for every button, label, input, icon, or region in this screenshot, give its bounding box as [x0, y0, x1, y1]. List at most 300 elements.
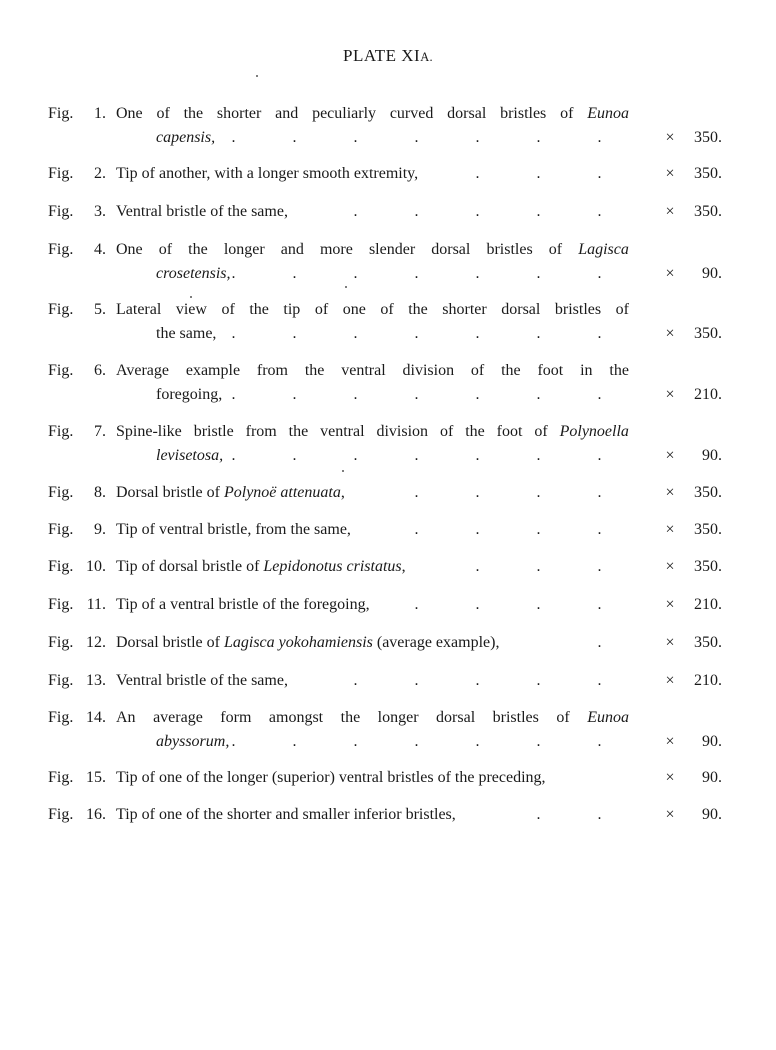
fig-abbrev: Fig. [48, 241, 74, 258]
figure-number: 6. [94, 362, 106, 379]
description-line [116, 238, 629, 262]
magnification [660, 803, 724, 827]
figure-label [48, 803, 113, 827]
leader-dot: . [353, 265, 358, 282]
leader-dot: . [292, 129, 297, 146]
description-line [116, 631, 629, 655]
magnification [660, 200, 724, 224]
word: bristles [492, 709, 539, 726]
fig-abbrev: Fig. [48, 596, 74, 613]
magnification [660, 555, 724, 579]
figure-number: 1. [94, 105, 106, 122]
figure-label [48, 766, 113, 790]
word: more [319, 241, 353, 258]
fig-abbrev: Fig. [48, 484, 74, 501]
fig-abbrev: Fig. [48, 203, 74, 220]
plate-title [0, 46, 776, 66]
word: average [153, 709, 203, 726]
leader-dot: . [414, 386, 419, 403]
leader-dot: . [475, 484, 480, 501]
word: bristles [486, 241, 533, 258]
word: in [580, 362, 593, 379]
figure-number: 11. [86, 596, 106, 613]
word: Spine-like [116, 423, 182, 440]
figure-entry [0, 803, 776, 827]
word: shorter [442, 301, 487, 318]
leader-dot: . [597, 733, 602, 750]
times-sign: × [665, 634, 675, 651]
leader-dots [508, 803, 630, 827]
leader-dots [203, 322, 630, 346]
magnification-value: 350. [694, 165, 722, 182]
times-sign: × [665, 165, 675, 182]
taxon-name: Eunoa [587, 105, 629, 122]
description-line [116, 102, 629, 126]
figure-number: 8. [94, 484, 106, 501]
description-line [116, 706, 629, 730]
figure-number: 9. [94, 521, 106, 538]
leader-dot: . [414, 203, 419, 220]
magnification [660, 262, 724, 286]
leader-dot: . [475, 203, 480, 220]
taxon-name: capensis, [156, 129, 216, 146]
word: dorsal [431, 241, 471, 258]
fig-abbrev: Fig. [48, 769, 74, 786]
leader-dot: . [597, 265, 602, 282]
word: the [340, 709, 361, 726]
figure-number: 5. [94, 301, 106, 318]
figure-entry [0, 359, 776, 407]
leader-dot: . [475, 733, 480, 750]
leader-dots [203, 730, 630, 754]
leader-dot: . [231, 733, 236, 750]
magnification-value: 90. [702, 806, 722, 823]
description-text: Tip of ventral bristle, from the same, [116, 521, 351, 538]
figure-description [116, 766, 629, 790]
magnification [660, 444, 724, 468]
leader-dot: . [597, 634, 602, 651]
magnification [660, 162, 724, 186]
word: ventral [341, 362, 386, 379]
word: of [439, 423, 454, 440]
magnification [660, 593, 724, 617]
times-sign: × [665, 769, 675, 786]
figure-entry [0, 555, 776, 579]
magnification [660, 730, 724, 754]
times-sign: × [665, 386, 675, 403]
leader-dot: . [475, 325, 480, 342]
times-sign: × [665, 521, 675, 538]
word: the [288, 423, 309, 440]
fig-abbrev: Fig. [48, 521, 74, 538]
word: the [609, 362, 629, 379]
figure-number: 15. [86, 769, 106, 786]
leader-dot: . [353, 325, 358, 342]
magnification-value: 350. [694, 634, 722, 651]
magnification [660, 669, 724, 693]
figure-label [48, 518, 113, 542]
word: of [556, 709, 570, 726]
magnification-value: 90. [702, 265, 722, 282]
figure-number: 16. [86, 806, 106, 823]
description-text: , [401, 558, 406, 575]
word: dorsal [436, 709, 476, 726]
word: the [183, 105, 204, 122]
description-text: (average example), [372, 634, 500, 651]
leader-dot: . [597, 806, 602, 823]
description-text: Ventral bristle of the same, [116, 672, 288, 689]
times-sign: × [665, 129, 675, 146]
word: bristles [500, 105, 547, 122]
word: peculiarly [312, 105, 377, 122]
word: the [304, 362, 325, 379]
leader-dot: . [536, 203, 541, 220]
leader-dot: . [536, 558, 541, 575]
leader-dots [386, 593, 630, 617]
word: view [175, 301, 207, 318]
leader-dot: . [536, 733, 541, 750]
leader-dot: . [536, 672, 541, 689]
times-sign: × [665, 672, 675, 689]
figure-number: 4. [94, 241, 106, 258]
leader-dot: . [597, 558, 602, 575]
figure-label [48, 420, 113, 444]
leader-dot: . [597, 203, 602, 220]
figure-entry [0, 238, 776, 286]
word: tip [283, 301, 301, 318]
times-sign: × [665, 484, 675, 501]
magnification-value: 90. [702, 447, 722, 464]
description-text: Dorsal bristle of [116, 634, 224, 651]
word: form [220, 709, 252, 726]
figure-number: 13. [86, 672, 106, 689]
leader-dot: . [353, 447, 358, 464]
word: of [221, 301, 235, 318]
magnification [660, 481, 724, 505]
magnification [660, 518, 724, 542]
fig-abbrev: Fig. [48, 165, 74, 182]
magnification-value: 90. [702, 733, 722, 750]
word: the [188, 241, 208, 258]
word: example [185, 362, 241, 379]
figure-entry [0, 420, 776, 468]
magnification [660, 322, 724, 346]
fig-abbrev: Fig. [48, 709, 74, 726]
magnification [660, 766, 724, 790]
leader-dot: . [414, 596, 419, 613]
times-sign: × [665, 596, 675, 613]
times-sign: × [665, 203, 675, 220]
word: One [116, 105, 143, 122]
leader-dot: . [597, 386, 602, 403]
times-sign: × [665, 265, 675, 282]
leader-dots [447, 555, 630, 579]
figure-entry [0, 669, 776, 693]
fig-abbrev: Fig. [48, 362, 74, 379]
figure-label [48, 555, 113, 579]
figure-label [48, 102, 113, 126]
figure-entry [0, 298, 776, 346]
word: bristle [193, 423, 234, 440]
magnification-value: 350. [694, 325, 722, 342]
description-text: Tip of a ventral bristle of the foregoing, [116, 596, 370, 613]
figure-entry [0, 162, 776, 186]
leader-dot: . [231, 129, 236, 146]
leader-dot: . [414, 129, 419, 146]
figure-number: 10. [86, 558, 106, 575]
leader-dot: . [414, 265, 419, 282]
leader-dot: . [475, 165, 480, 182]
figure-entry [0, 518, 776, 542]
word: One [116, 241, 143, 258]
taxon-name: Lepidonotus cristatus [263, 558, 402, 575]
leader-dot: . [597, 129, 602, 146]
leader-dot: . [231, 447, 236, 464]
magnification-value: 350. [694, 129, 722, 146]
word: longer [223, 241, 265, 258]
taxon-name: levisetosa, [156, 447, 224, 464]
leader-dot: . [536, 325, 541, 342]
leader-dots [386, 518, 630, 542]
leader-dot: . [414, 733, 419, 750]
leader-dots [203, 383, 630, 407]
leader-dot: . [597, 596, 602, 613]
fig-abbrev: Fig. [48, 634, 74, 651]
leader-dot: . [231, 325, 236, 342]
leader-dot: . [475, 265, 480, 282]
word: of [158, 241, 173, 258]
leader-dot: . [414, 447, 419, 464]
fig-abbrev: Fig. [48, 301, 74, 318]
word: from [245, 423, 277, 440]
times-sign: × [665, 558, 675, 575]
word: of [548, 241, 563, 258]
word: division [376, 423, 429, 440]
description-line [116, 766, 629, 790]
taxon-name: Polynoë attenuata [223, 484, 341, 501]
taxon-name: Eunoa [587, 709, 629, 726]
word: from [256, 362, 288, 379]
leader-dot: . [597, 165, 602, 182]
word: Lateral [116, 301, 162, 318]
leader-dots [447, 162, 630, 186]
leader-dots [325, 200, 630, 224]
figure-entry [0, 631, 776, 655]
word: slender [368, 241, 416, 258]
leader-dot: . [231, 386, 236, 403]
fig-abbrev: Fig. [48, 558, 74, 575]
magnification-value: 90. [702, 769, 722, 786]
leader-dot: . [475, 447, 480, 464]
magnification-value: 350. [694, 558, 722, 575]
leader-dot: . [536, 129, 541, 146]
word: and [280, 241, 304, 258]
figure-label [48, 359, 113, 383]
word: bristles [554, 301, 602, 318]
stray-mark [345, 286, 347, 288]
word: ventral [320, 423, 365, 440]
word: the [249, 301, 269, 318]
word: Average [116, 362, 169, 379]
word: longer [377, 709, 419, 726]
magnification-value: 210. [694, 672, 722, 689]
figure-entry [0, 200, 776, 224]
leader-dot: . [475, 521, 480, 538]
magnification-value: 350. [694, 203, 722, 220]
fig-abbrev: Fig. [48, 423, 74, 440]
leader-dot: . [414, 521, 419, 538]
leader-dots [203, 444, 630, 468]
figure-label [48, 298, 113, 322]
word: one [342, 301, 366, 318]
leader-dot: . [536, 596, 541, 613]
figure-label [48, 593, 113, 617]
word: of [156, 105, 170, 122]
figure-entry [0, 481, 776, 505]
times-sign: × [665, 806, 675, 823]
word: foot [537, 362, 564, 379]
leader-dot: . [292, 325, 297, 342]
figure-entry [0, 766, 776, 790]
figure-label [48, 200, 113, 224]
plate-title-main: PLATE XI [343, 46, 421, 65]
word: shorter [216, 105, 262, 122]
magnification-value: 210. [694, 596, 722, 613]
figure-entry [0, 102, 776, 150]
description-line [116, 298, 629, 322]
leader-dots [386, 481, 630, 505]
description-text: Tip of another, with a longer smooth extremity, [116, 165, 419, 182]
leader-dot: . [597, 672, 602, 689]
word: of [380, 301, 394, 318]
figure-label [48, 162, 113, 186]
leader-dot: . [597, 484, 602, 501]
times-sign: × [665, 733, 675, 750]
word: and [275, 105, 299, 122]
leader-dot: . [536, 165, 541, 182]
word: dorsal [447, 105, 487, 122]
word: the [501, 362, 521, 379]
leader-dots [203, 126, 630, 150]
leader-dot: . [475, 129, 480, 146]
leader-dot: . [292, 265, 297, 282]
leader-dots [325, 669, 630, 693]
word: the [465, 423, 485, 440]
description-text: Tip of one of the longer (superior) ventral bristles of the preceding, [116, 769, 546, 786]
taxon-name: Lagisca [578, 241, 629, 258]
word: foot [496, 423, 523, 440]
leader-dot: . [414, 484, 419, 501]
leader-dots [569, 631, 630, 655]
word: of [314, 301, 329, 318]
figure-description [116, 631, 629, 655]
figure-label [48, 669, 113, 693]
fig-abbrev: Fig. [48, 806, 74, 823]
figure-entry [0, 706, 776, 754]
leader-dot: . [536, 484, 541, 501]
stray-mark [342, 470, 344, 472]
magnification [660, 631, 724, 655]
figure-label [48, 481, 113, 505]
leader-dot: . [536, 447, 541, 464]
figure-label [48, 631, 113, 655]
leader-dot: . [292, 386, 297, 403]
leader-dot: . [353, 386, 358, 403]
taxon-name: Lagisca yokohamiensis [223, 634, 373, 651]
figure-label [48, 238, 113, 262]
magnification-value: 210. [694, 386, 722, 403]
word: of [560, 105, 574, 122]
leader-dot: . [597, 325, 602, 342]
leader-dot: . [414, 672, 419, 689]
word: of [615, 301, 629, 318]
leader-dot: . [475, 558, 480, 575]
leader-dot: . [536, 386, 541, 403]
taxon-name: Polynoella [559, 423, 629, 440]
figure-number: 14. [86, 709, 106, 726]
description-text: Tip of one of the shorter and smaller inferior bristles, [116, 806, 456, 823]
description-text: Dorsal bristle of [116, 484, 224, 501]
magnification [660, 383, 724, 407]
leader-dot: . [475, 596, 480, 613]
taxon-name: abyssorum, [156, 733, 230, 750]
times-sign: × [665, 325, 675, 342]
stray-mark [256, 75, 258, 77]
leader-dot: . [292, 733, 297, 750]
leader-dot: . [597, 521, 602, 538]
leader-dot: . [536, 265, 541, 282]
word: division [402, 362, 455, 379]
leader-dot: . [353, 733, 358, 750]
leader-dot: . [292, 447, 297, 464]
description-text: Ventral bristle of the same, [116, 203, 288, 220]
leader-dot: . [353, 129, 358, 146]
description-text: foregoing, [156, 386, 223, 403]
leader-dot: . [353, 203, 358, 220]
magnification-value: 350. [694, 521, 722, 538]
description-text: the same, [156, 325, 217, 342]
description-text: Tip of dorsal bristle of [116, 558, 264, 575]
plate-title-suffix: A. [420, 50, 433, 64]
figure-number: 3. [94, 203, 106, 220]
description-line [116, 420, 629, 444]
figure-label [48, 706, 113, 730]
leader-dot: . [475, 672, 480, 689]
description-text: , [340, 484, 345, 501]
word: amongst [268, 709, 324, 726]
leader-dots [203, 262, 630, 286]
figure-entry [0, 593, 776, 617]
figure-number: 2. [94, 165, 106, 182]
figure-number: 12. [86, 634, 106, 651]
fig-abbrev: Fig. [48, 105, 74, 122]
description-line [116, 359, 629, 383]
word: of [470, 362, 485, 379]
leader-dot: . [536, 806, 541, 823]
word: curved [389, 105, 434, 122]
leader-dot: . [475, 386, 480, 403]
leader-dot: . [353, 672, 358, 689]
taxon-name: crosetensis, [156, 265, 231, 282]
word: dorsal [501, 301, 541, 318]
fig-abbrev: Fig. [48, 672, 74, 689]
word: of [534, 423, 548, 440]
times-sign: × [665, 447, 675, 464]
leader-dot: . [597, 447, 602, 464]
word: the [408, 301, 428, 318]
magnification [660, 126, 724, 150]
word: An [116, 709, 136, 726]
